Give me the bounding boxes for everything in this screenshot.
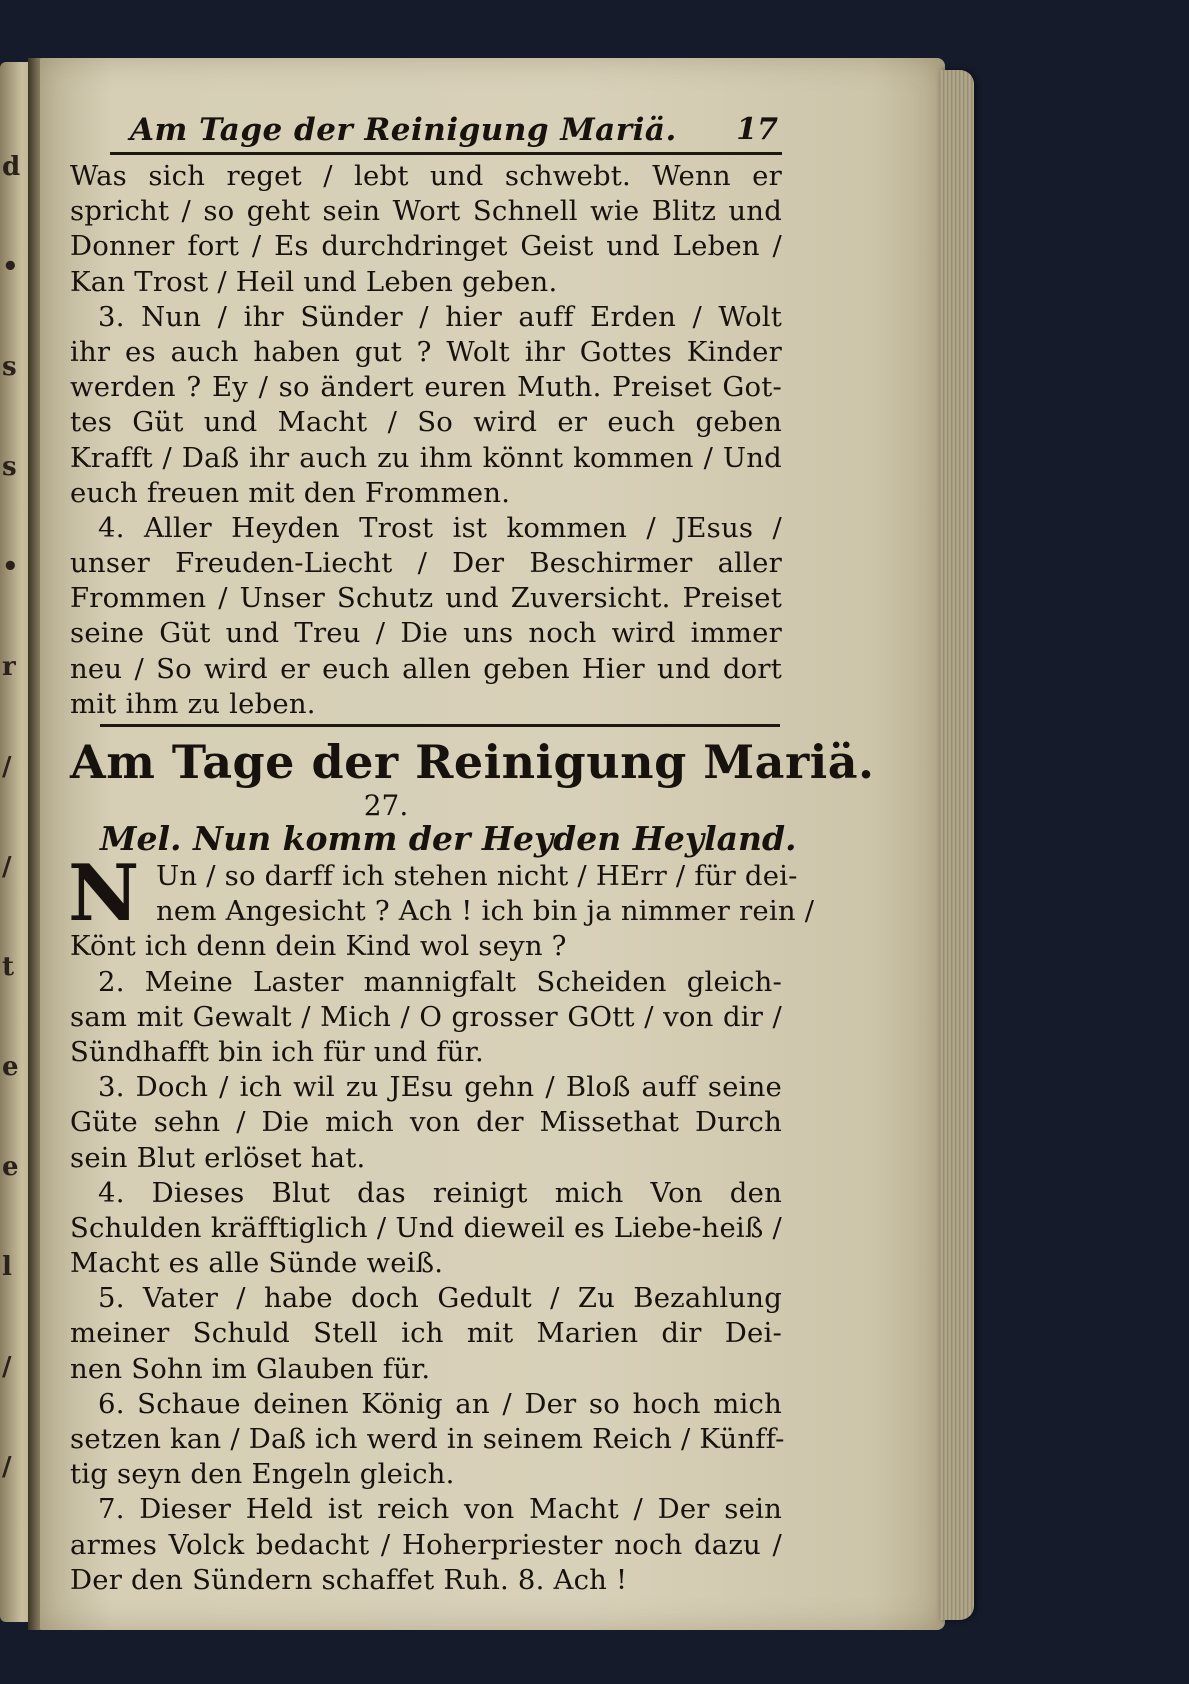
left-page-edge-glyph: • [2,552,19,582]
text-line: spricht / so geht sein Wort Schnell wie Blitz und [70,195,782,228]
left-page-edge-glyph: e [2,1052,19,1082]
text-line: Frommen / Unser Schutz und Zuversicht. Preiset [70,582,782,615]
running-head [70,112,782,152]
text-line: Sündhafft bin ich für und für. [70,1035,484,1068]
left-page-edge-glyph: s [2,352,17,382]
text-line: ihr es auch haben gut ? Wolt ihr Gottes Kinder [70,335,782,368]
left-page-edge-glyph: / [2,752,12,782]
text-line: Der den Sündern schaffet Ruh. 8. Ach ! [70,1563,628,1596]
text-line: Güte sehn / Die mich von der Missethat Durch [70,1106,782,1139]
text-line: 2. Meine Laster mannigfalt Scheiden gleich- [98,965,782,998]
left-page-edge-glyph: r [2,652,16,682]
drop-cap: N [68,848,140,939]
text-line: nen Sohn im Glauben für. [70,1352,431,1385]
melody-line: Mel. Nun komm der Heyden Heyland. [100,819,797,858]
page-text-block [68,112,875,1598]
hymn-opening [68,848,815,939]
text-line: unser Freuden-Liecht / Der Beschirmer aller [70,547,782,580]
text-line: sam mit Gewalt / Mich / O grosser GOtt / von dir / [70,1000,782,1033]
text-line: 4. Aller Heyden Trost ist kommen / JEsus / [98,511,782,544]
text-line: armes Volck bedacht / Hoherpriester noch dazu / [70,1528,782,1561]
section-title: Am Tage der Reinigung Mariä. [70,735,875,789]
left-page-edge-glyph: d [2,152,21,182]
text-line: sein Blut erlöset hat. [70,1141,366,1174]
text-line: tes Güt und Macht / So wird er euch geben [70,406,782,439]
left-page-edge-glyph: / [2,1452,12,1482]
left-page-edge-glyph: s [2,452,17,482]
text-line: Donner fort / Es durchdringet Geist und Leben / [70,230,782,263]
text-line: Krafft / Daß ihr auch zu ihm könnt kommen / Und [70,441,782,474]
left-page-edge-glyph: / [2,1352,12,1382]
text-line: tig seyn den Engeln gleich. [70,1458,455,1491]
text-line: nem Angesicht ? Ach ! ich bin ja nimmer rein / [156,895,815,928]
text-line: 3. Nun / ihr Sünder / hier auff Erden / Wolt [98,300,782,333]
section-divider [100,724,780,727]
text-line: Was sich reget / lebt und schwebt. Wenn er [70,160,782,192]
text-line: Könt ich denn dein Kind wol seyn ? [70,930,567,963]
text-line: Macht es alle Sünde weiß. [70,1247,444,1280]
page-number: 17 [736,112,778,147]
left-page-edge-glyph: e [2,1152,19,1182]
text-line: Schulden kräfftiglich / Und dieweil es Liebe-heiß / [70,1211,782,1244]
text-line: Kan Trost / Heil und Leben geben. [70,265,558,298]
text-line: seine Güt und Treu / Die uns noch wird immer [70,617,782,650]
left-page-edge-glyph: / [2,852,12,882]
text-line: 6. Schaue deinen König an / Der so hoch mich [98,1387,782,1420]
text-line: 5. Vater / habe doch Gedult / Zu Bezahlung [98,1282,782,1315]
text-line: 7. Dieser Held ist reich von Macht / Der sein [98,1493,782,1526]
left-page-edge-glyph: t [2,952,15,982]
text-line: meiner Schuld Stell ich mit Marien dir Dei- [70,1317,782,1350]
text-line: mit ihm zu leben. [70,687,316,720]
text-line: neu / So wird er euch allen geben Hier und dort [70,652,782,685]
page-fore-edge [940,70,974,1620]
left-page-edge-glyph: • [2,252,19,282]
left-page-edge-glyph: l [2,1252,12,1282]
previous-hymn-text [70,159,782,722]
text-line: euch freuen mit den Frommen. [70,476,511,509]
head-rule [110,152,782,155]
text-line: 4. Dieses Blut das reinigt mich Von den [98,1176,782,1209]
text-line: Un / so darff ich stehen nicht / HErr / für dei- [156,860,798,892]
hymn-number: 27. [363,789,409,822]
text-line: werden ? Ey / so ändert euren Muth. Preiset Got- [70,371,782,404]
text-line: 3. Doch / ich wil zu JEsu gehn / Bloß auff seine [98,1071,782,1104]
hymn-text [70,929,785,1598]
text-line: setzen kan / Daß ich werd in seinem Reich / Künff- [70,1423,785,1455]
running-head-title: Am Tage der Reinigung Mariä. [130,112,677,148]
